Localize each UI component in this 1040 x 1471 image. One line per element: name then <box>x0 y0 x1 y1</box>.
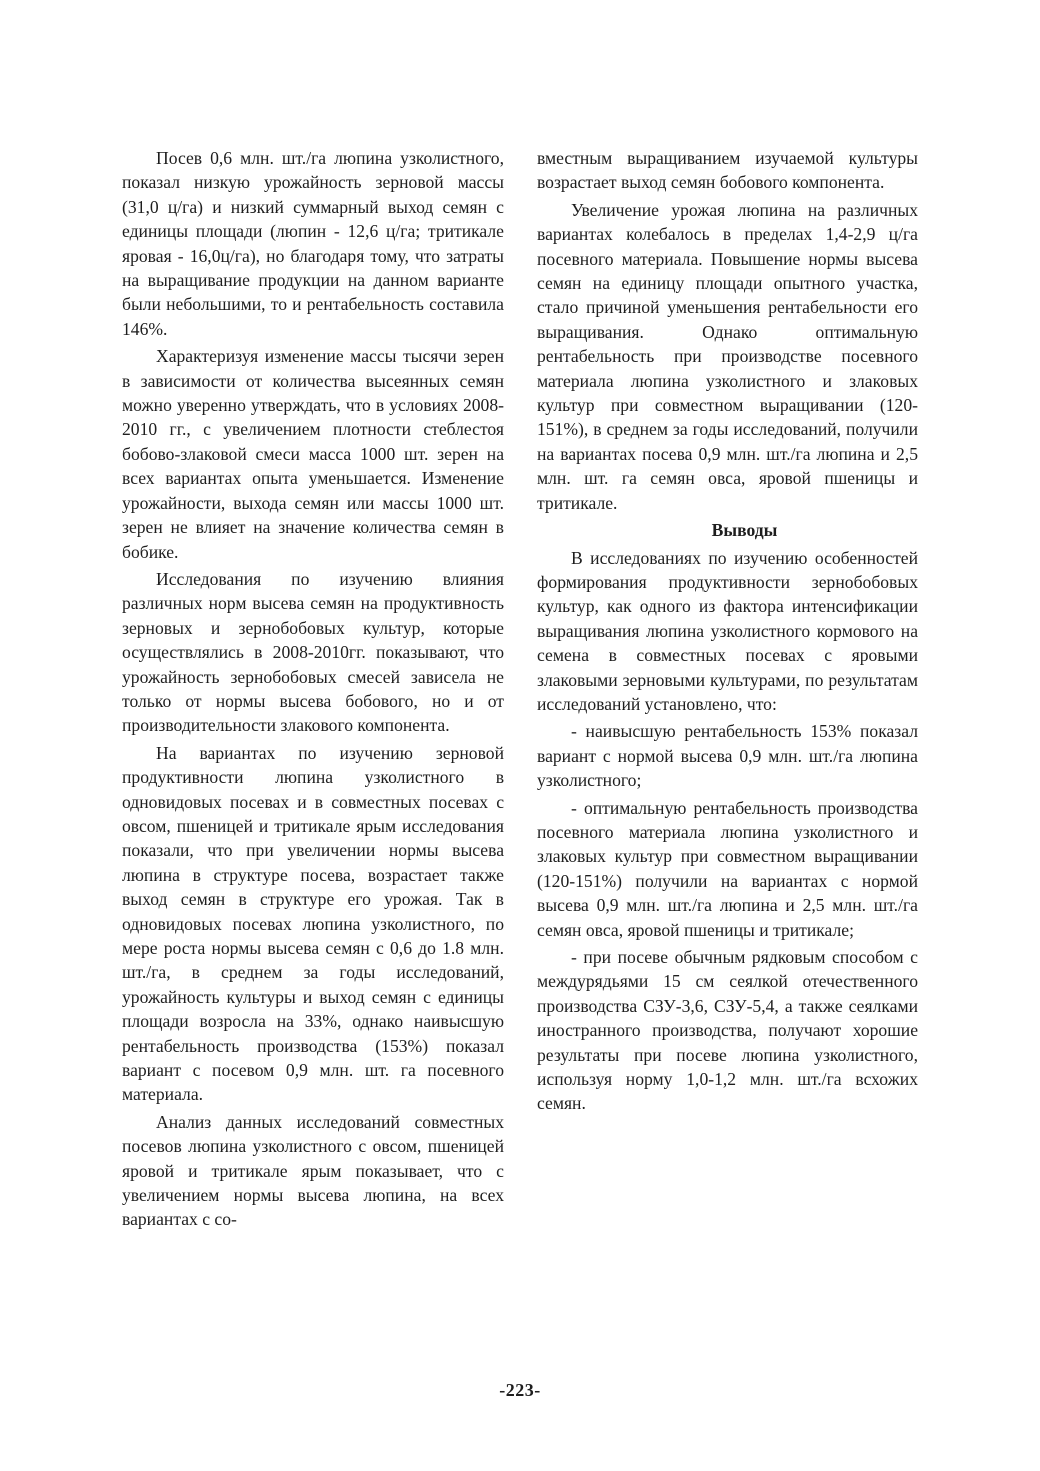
paragraph-yield-increase: Увеличение урожая люпина на различных вариантах колебалось в пределах 1,4-2,9 ц/га посевного материала. Повышение нормы высева семян на единицу площади опытного участка, стало причиной уменьшения рентабельности его выращивания. Однако оптимальную рентабельность при производстве посевного материала люпина узколистного и злаковых культур при совместном выращивании (120-151%), в среднем за годы исследований, получили на вариантах посева 0,9 млн. шт./га люпина и 2,5 млн. шт. га семян овса, яровой пшеницы и тритикале. <box>537 199 918 513</box>
paragraph-sowing-0-6: Посев 0,6 млн. шт./га люпина узколистного, показал низкую урожайность зерновой массы (31,0 ц/га) и низкий суммарный выход семян с единицы площади (люпин - 12,6 ц/га; тритикале яровая - 16,0ц/га), но благодаря тому, что затраты на выращивание продукции на данном варианте были небольшими, то и рентабельность составила 146%. <box>122 148 504 339</box>
paragraph-grain-productivity: На вариантах по изучению зерновой продуктивности люпина узколистного в одновидовых посевах и в совместных посевах с овсом, пшеницей и тритикале ярым исследования показали, что при увеличении нормы высева люпина в структуре посева, возрастает также выход семян в структуре его урожая. Так в одновидовых посевах люпина узколистного, по мере роста нормы высева семян с 0,6 до 1.8 млн. шт./га, в среднем за годы исследований, урожайность культуры и выход семян с единицы площади возросла на 33%, однако наивысшую рентабельность производства (153%) показал вариант с посевом 0,9 млн. шт. га посевного материала. <box>122 742 504 1105</box>
conclusions-intro: В исследованиях по изучению особенностей формирования продуктивности зернобобовых культур, как одного из фактора интенсификации выращивания люпина узколистного кормового на семена в совместных посевах с яровыми злаковыми зерновыми культурами, по результатам исследований установлено, что: <box>537 547 918 714</box>
conclusions-heading: Выводы <box>711 520 778 541</box>
right-column <box>537 146 918 1119</box>
conclusion-item: - оптимальную рентабельность производства посевного материала люпина узколистного и злаковых культур при совместном выращивании (120-151%) получили на вариантах с нормой высева 0,9 млн. шт./га люпина и 2,5 млн. шт./га семян овса, яровой пшеницы и тритикале; <box>537 797 918 940</box>
conclusion-item: - при посеве обычным рядковым способом с междурядьями 15 см сеялкой отечественного производства СЗУ-3,6, СЗУ-5,4, а также сеялками иностранного производства, получают хорошие результаты при посеве люпина узколистного, используя норму 1,0-1,2 млн. шт./га всхожих семян. <box>537 947 918 1114</box>
paragraph-continuation: вместным выращиванием изучаемой культуры возрастает выход семян бобового компонента. <box>537 148 918 193</box>
left-column <box>122 146 504 1235</box>
conclusion-item: - наивысшую рентабельность 153% показал вариант с нормой высева 0,9 млн. шт./га люпина узколистного; <box>537 721 918 791</box>
paragraph-seeding-rates-study: Исследования по изучению влияния различных норм высева семян на продуктивность зерновых и зернобобовых культур, которые осуществлялись в 2008-2010гг. показывают, что урожайность зернобобовых смесей зависела не только от нормы высева бобового, но и от производительности злакового компонента. <box>122 568 504 736</box>
paragraph-thousand-grain-mass: Характеризуя изменение массы тысячи зерен в зависимости от количества высеянных семян можно уверенно утверждать, что в условиях 2008-2010 гг., с увеличением плотности стеблестоя бобово-злаковой смеси масса 1000 шт. зерен на всех вариантах опыта уменьшается. Изменение урожайности, выхода семян или массы 1000 шт. зерен не влияет на значение количества семян в бобике. <box>122 346 504 562</box>
page-number: -223- <box>499 1380 541 1400</box>
paragraph-joint-sowing-analysis: Анализ данных исследований совместных посевов люпина узколистного с овсом, пшеницей яровой и тритикале ярым показывает, что с увеличением нормы высева люпина, на всех вариантах с со- <box>122 1111 504 1230</box>
